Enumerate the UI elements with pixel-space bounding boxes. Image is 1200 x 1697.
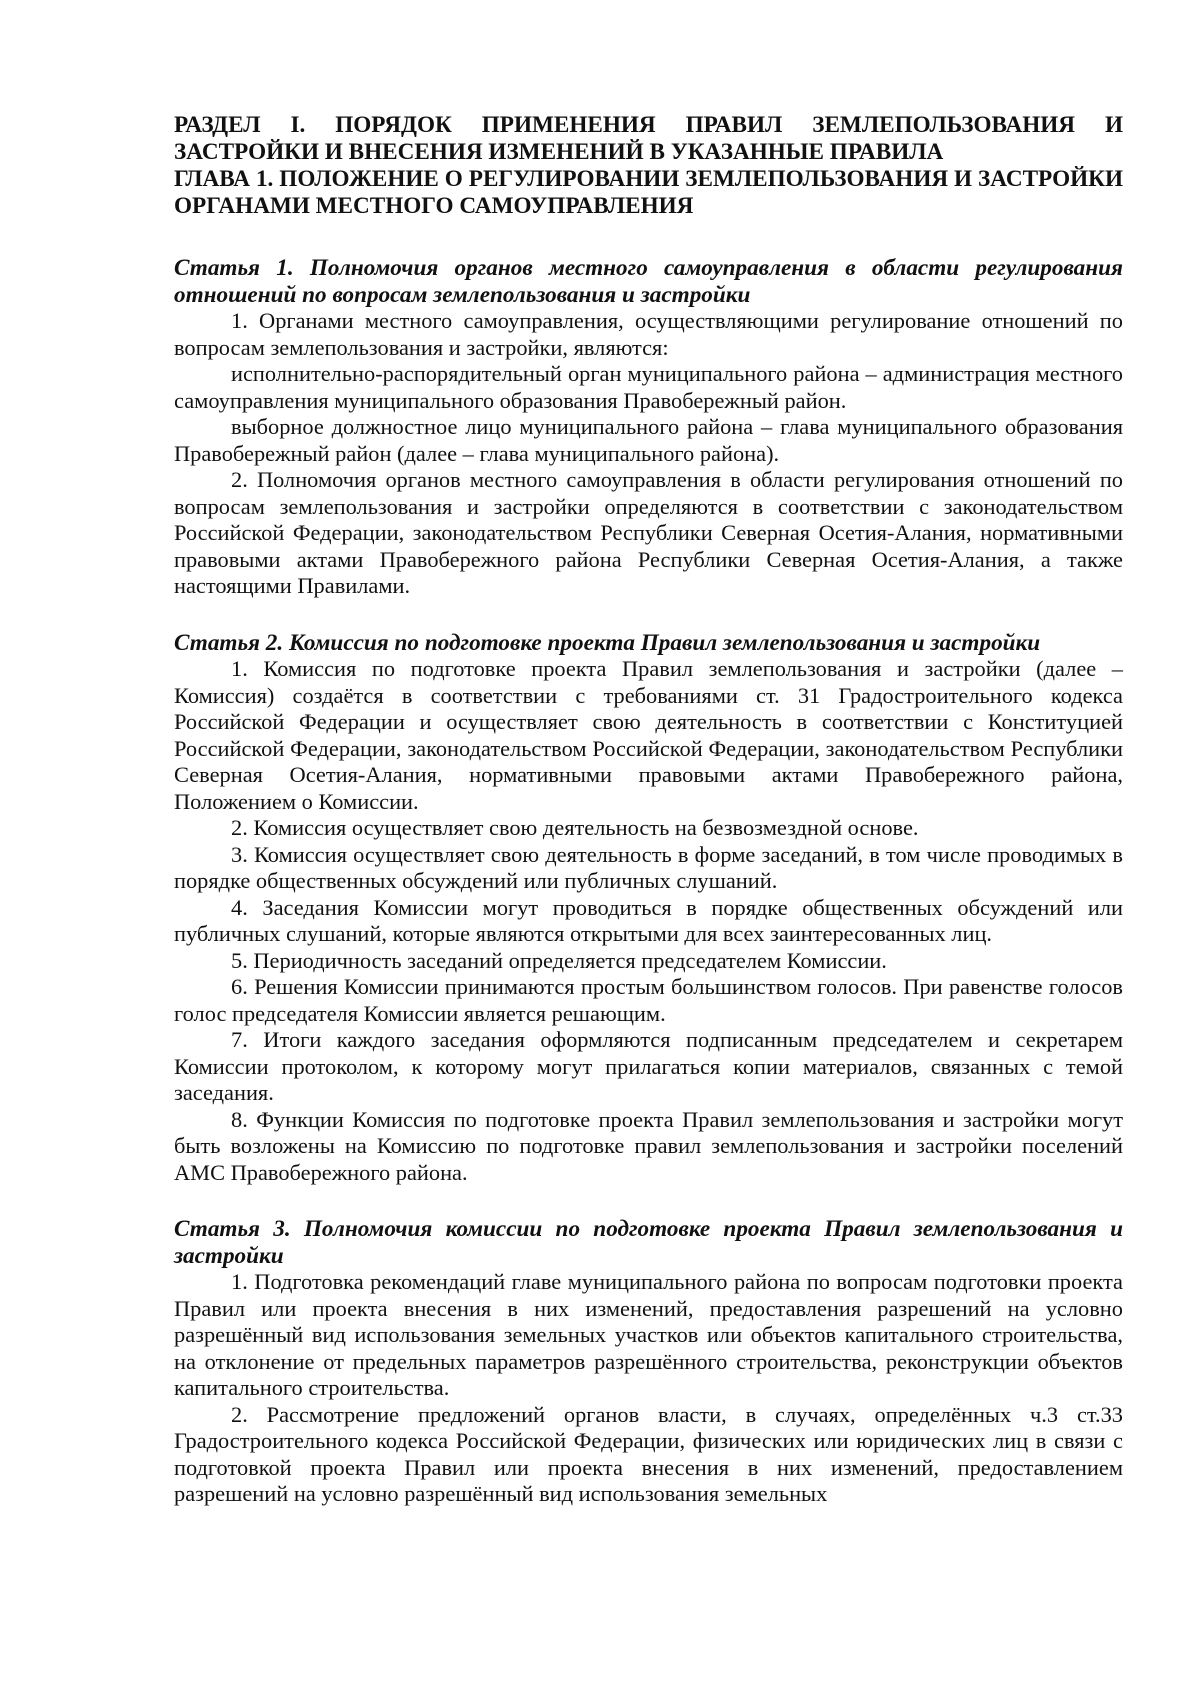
article-title: Статья 2. Комиссия по подготовке проекта Правил землепользования и застройки: [174, 629, 1041, 656]
paragraph: выборное должностное лицо муниципального района – глава муниципального образования Правобережный район (далее – глава муниципального района).: [174, 414, 1123, 466]
paragraph: 3. Комиссия осуществляет свою деятельность в форме заседаний, в том числе проводимых в порядке общественных обсуждений или публичных слушаний.: [174, 841, 1123, 893]
paragraph: 5. Периодичность заседаний определяется председателем Комиссии.: [231, 947, 887, 973]
paragraph: 2. Комиссия осуществляет свою деятельность на безвозмездной основе.: [231, 815, 919, 840]
article-2: [174, 630, 1123, 1187]
chapter-heading: ГЛАВА 1. ПОЛОЖЕНИЕ О РЕГУЛИРОВАНИИ ЗЕМЛЕПОЛЬЗОВАНИЯ И ЗАСТРОЙКИ ОРГАНАМИ МЕСТНОГО САМОУПРАВЛЕНИЯ: [174, 166, 1123, 219]
paragraph: 1. Подготовка рекомендаций главе муниципального района по вопросам подготовки проекта Правил или проекта внесения в них изменений, предоставления разрешений на условно разрешённый вид использования земельных участков или объектов капитального строительства, на отклонение от предельных параметров разрешённого строительства, реконструкции объектов капитального строительства.: [174, 1269, 1123, 1400]
article-1: [174, 255, 1123, 600]
paragraph: 1. Органами местного самоуправления, осуществляющими регулирование отношений по вопросам землепользования и застройки, являются:: [174, 308, 1123, 360]
paragraph: 6. Решения Комиссии принимаются простым большинством голосов. При равенстве голосов голос председателя Комиссии является решающим.: [174, 974, 1123, 1026]
section-heading: РАЗДЕЛ I. ПОРЯДОК ПРИМЕНЕНИЯ ПРАВИЛ ЗЕМЛЕПОЛЬЗОВАНИЯ И ЗАСТРОЙКИ И ВНЕСЕНИЯ ИЗМЕНЕНИЙ В УКАЗАННЫЕ ПРАВИЛА: [174, 112, 1123, 165]
paragraph: 1. Комиссия по подготовке проекта Правил землепользования и застройки (далее – Комиссия) создаётся в соответствии с требованиями ст. 31 Градостроительного кодекса Российской Федерации и осуществляет свою деятельность в соответствии с Конституцией Российской Федерации, законодательством Российской Федерации, законодательством Республики Северная Осетия-Алания, нормативными правовыми актами Правобережного района, Положением о Комиссии.: [174, 656, 1123, 814]
paragraph: 8. Функции Комиссия по подготовке проекта Правил землепользования и застройки могут быть возложены на Комиссию по подготовке правил землепользования и застройки поселений АМС Правобережного района.: [174, 1106, 1123, 1185]
paragraph: 7. Итоги каждого заседания оформляются подписанным председателем и секретарем Комиссии протоколом, к которому могут прилагаться копии материалов, связанных с темой заседания.: [174, 1027, 1123, 1105]
paragraph: 2. Рассмотрение предложений органов власти, в случаях, определённых ч.3 ст.33 Градостроительного кодекса Российской Федерации, физических или юридических лиц в связи с подготовкой проекта Правил или проекта внесения в них изменений, предоставлением разрешений на условно разрешённый вид использования земельных: [174, 1401, 1123, 1506]
paragraph: 2. Полномочия органов местного самоуправления в области регулирования отношений по вопросам землепользования и застройки определяются в соответствии с законодательством Российской Федерации, законодательством Республики Северная Осетия-Алания, нормативными правовыми актами Правобережного района Республики Северная Осетия-Алания, а также настоящими Правилами.: [174, 467, 1123, 598]
paragraph: исполнительно-распорядительный орган муниципального района – администрация местного самоуправления муниципального образования Правобережный район.: [174, 361, 1123, 413]
article-title: Статья 1. Полномочия органов местного самоуправления в области регулирования отношений по вопросам землепользования и застройки: [174, 255, 1123, 308]
paragraph: 4. Заседания Комиссии могут проводиться в порядке общественных обсуждений или публичных слушаний, которые являются открытыми для всех заинтересованных лиц.: [174, 894, 1123, 946]
article-3: [174, 1216, 1123, 1508]
article-title: Статья 3. Полномочия комиссии по подготовке проекта Правил землепользования и застройки: [174, 1216, 1123, 1269]
